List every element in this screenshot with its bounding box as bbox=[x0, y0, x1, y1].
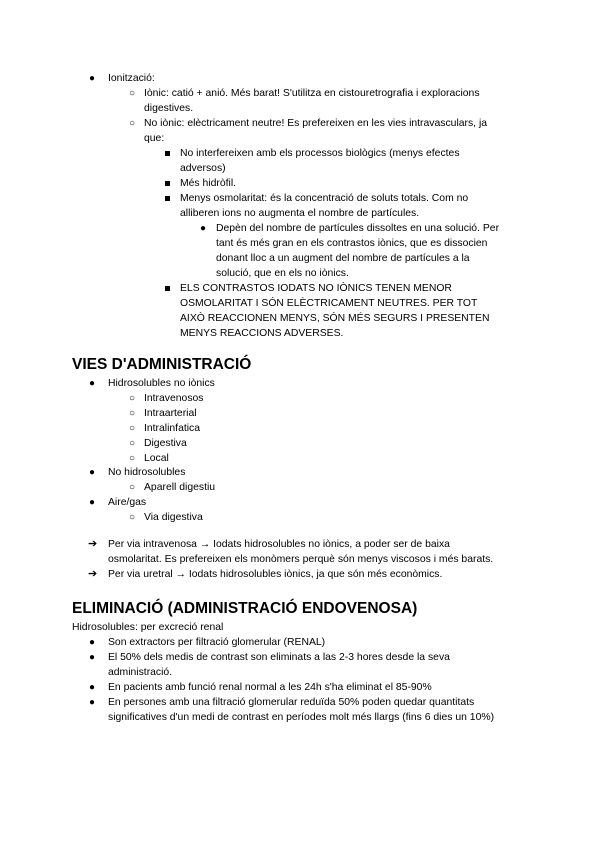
heading-vies-administracio: VIES D'ADMINISTRACIÓ bbox=[72, 356, 252, 373]
conclusio-line-3: AIXÒ REACCIONEN MENYS, SÓN MÉS SEGURS I PRESENTEN bbox=[180, 313, 490, 324]
bullet-circle: ○ bbox=[128, 88, 136, 99]
bullet-disc: ● bbox=[88, 637, 96, 648]
no-ionic-line-1: No iònic: elèctricament neutre! Es prefereixen en les vies intravasculars, ja bbox=[144, 118, 488, 129]
menys-osmolaritat-line-2: alliberen ions no augmenta el nombre de partícules. bbox=[180, 208, 420, 219]
ionitzacio-label: Ionització: bbox=[108, 73, 155, 84]
bullet-circle: ○ bbox=[128, 118, 136, 129]
elim-bullet-3: En pacients amb funció renal normal a les 24h s'ha eliminat el 85-90% bbox=[108, 682, 432, 693]
bullet-circle: ○ bbox=[128, 438, 136, 449]
bullet-disc: ● bbox=[88, 467, 96, 478]
ionic-line-1: Iònic: catió + anió. Més barat! S'utilitza en cistouretrografia i exploracions bbox=[144, 88, 480, 99]
hidrosolubles-no-ionics: Hidrosolubles no iònics bbox=[108, 378, 215, 389]
arrow1-line-2: osmolaritat. Es prefereixen els monòmers perquè són menys viscosos i més barats. bbox=[108, 554, 494, 565]
arrow2-line: Per via uretral → Iodats hidrosolubles iònics, ja que són més econòmics. bbox=[108, 569, 443, 580]
depen-line-1: Depèn del nombre de partícules dissoltes en una solució. Per bbox=[216, 223, 500, 234]
depen-line-2: tant és més gran en els contrastos iònics, que es dissocien bbox=[216, 238, 488, 249]
bullet-circle: ○ bbox=[128, 453, 136, 464]
bullet-circle: ○ bbox=[128, 393, 136, 404]
bullet-square bbox=[165, 181, 170, 186]
elim-bullet-2-line-1: El 50% dels medis de contrast son eliminats a las 2-3 hores desde la seva bbox=[108, 652, 450, 663]
aire-gas: Aire/gas bbox=[108, 497, 147, 508]
no-ionic-line-2: que: bbox=[144, 133, 165, 144]
menys-osmolaritat-line-1: Menys osmolaritat: és la concentració de soluts totals. Com no bbox=[180, 193, 469, 204]
heading-eliminacio: ELIMINACIÓ (ADMINISTRACIÓ ENDOVENOSA) bbox=[72, 600, 418, 617]
depen-line-3: donant lloc a un augment del nombre de partícules a la bbox=[216, 253, 470, 264]
bullet-disc: ● bbox=[88, 378, 96, 389]
bullet-circle: ○ bbox=[128, 408, 136, 419]
bullet-square bbox=[165, 196, 170, 201]
no-interfereixen-line-1: No interfereixen amb els processos biològics (menys efectes bbox=[180, 148, 460, 159]
no-interfereixen-line-2: adversos) bbox=[180, 163, 226, 174]
conclusio-line-4: MENYS REACCIONS ADVERSES. bbox=[180, 328, 344, 339]
via-item: Via digestiva bbox=[144, 512, 203, 523]
depen-line-4: solució, que en els no iònics. bbox=[216, 268, 349, 279]
conclusio-line-2: OSMOLARITAT I SÓN ELÈCTRICAMENT NEUTRES. PER TOT bbox=[180, 298, 478, 309]
ionic-line-2: digestives. bbox=[144, 103, 194, 114]
via-item: Intralinfatica bbox=[144, 423, 201, 434]
conclusio-line-1: ELS CONTRASTOS IODATS NO IÒNICS TENEN MENOR bbox=[180, 283, 452, 294]
arrow1-line-1: Per via intravenosa → Iodats hidrosolubles no iònics, a poder ser de baixa bbox=[108, 539, 450, 550]
elim-bullet-4-line-2: significatives d'un medi de contrast en períodes molt més llargs (fins 6 dies un 10%) bbox=[108, 712, 495, 723]
bullet-disc: ● bbox=[88, 652, 96, 663]
eliminacio-intro: Hidrosolubles: per excreció renal bbox=[72, 622, 224, 633]
bullet-circle: ○ bbox=[128, 482, 136, 493]
no-hidrosolubles: No hidrosolubles bbox=[108, 467, 186, 478]
arrow-right-icon: ➔ bbox=[88, 538, 98, 550]
mes-hidrofil: Més hidròfil. bbox=[180, 178, 237, 189]
via-item: Local bbox=[144, 453, 169, 464]
arrow-right-icon: ➔ bbox=[88, 568, 98, 580]
bullet-square bbox=[165, 286, 170, 291]
via-item: Intraarterial bbox=[144, 408, 197, 419]
bullet-disc: ● bbox=[88, 73, 96, 84]
bullet-circle: ○ bbox=[128, 512, 136, 523]
bullet-square bbox=[165, 151, 170, 156]
bullet-disc: ● bbox=[88, 697, 96, 708]
via-item: Digestiva bbox=[144, 438, 187, 449]
via-item: Aparell digestiu bbox=[144, 482, 216, 493]
elim-bullet-2-line-2: administració. bbox=[108, 667, 173, 678]
elim-bullet-4-line-1: En persones amb una filtració glomerular reduïda 50% poden quedar quantitats bbox=[108, 697, 475, 708]
elim-bullet-1: Son extractors per filtració glomerular (RENAL) bbox=[108, 637, 326, 648]
bullet-disc: ● bbox=[88, 682, 96, 693]
via-item: Intravenosos bbox=[144, 393, 204, 404]
bullet-circle: ○ bbox=[128, 423, 136, 434]
bullet-disc: ● bbox=[88, 497, 96, 508]
bullet-disc: ● bbox=[199, 223, 207, 234]
